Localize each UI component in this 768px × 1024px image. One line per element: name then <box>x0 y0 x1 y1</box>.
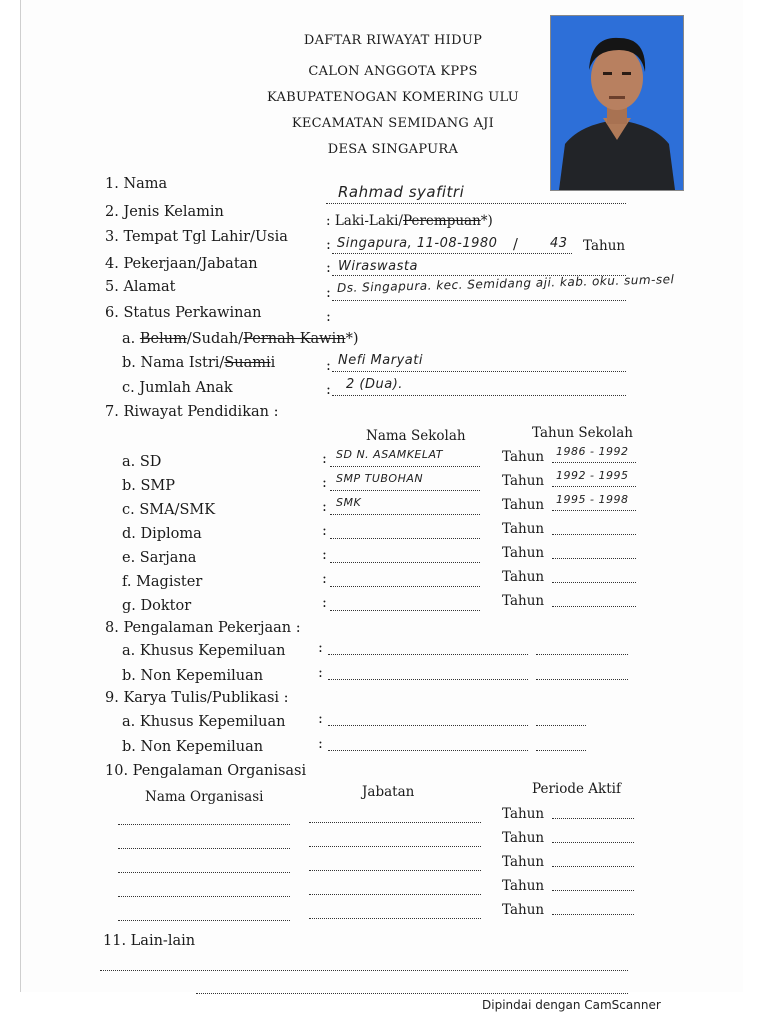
scanner-watermark: Dipindai dengan CamScanner <box>482 998 661 1012</box>
dotted-line <box>309 894 481 895</box>
dotted-line <box>536 725 586 726</box>
label-nama: 1. Nama <box>105 176 168 192</box>
dotted-line <box>332 395 626 396</box>
dotted-line <box>330 538 480 539</box>
colon: : <box>318 665 323 681</box>
dotted-line <box>332 371 626 372</box>
dotted-line <box>309 846 481 847</box>
dotted-line <box>552 582 636 583</box>
dotted-line <box>552 534 636 535</box>
dotted-line <box>118 920 290 921</box>
label-alamat: 5. Alamat <box>105 279 176 295</box>
colon: : <box>322 547 327 563</box>
header-line-5: DESA SINGAPURA <box>327 142 459 157</box>
edu-tahun-label: Tahun <box>502 545 545 561</box>
dotted-line <box>328 654 528 655</box>
edu-tahun-label: Tahun <box>502 473 545 489</box>
dotted-line <box>552 462 636 463</box>
dotted-line <box>326 203 626 204</box>
karya-row-label: a. Khusus Kepemiluan <box>122 714 286 730</box>
edu-school-value: SMP TUBOHAN <box>336 472 424 485</box>
edu-years-value: 1992 - 1995 <box>556 469 629 482</box>
dotted-line <box>196 993 628 994</box>
col-periode: Periode Aktif <box>532 781 621 797</box>
value-jenis-kelamin: : Laki-Laki/Perempuan*) <box>326 213 493 229</box>
colon: : <box>318 736 323 752</box>
karya-row-label: b. Non Kepemiluan <box>122 739 264 755</box>
edu-tahun-label: Tahun <box>502 449 545 465</box>
edu-level-label: e. Sarjana <box>122 550 197 566</box>
edu-school-value: SD N. ASAMKELAT <box>336 448 443 461</box>
edu-tahun-label: Tahun <box>502 497 545 513</box>
label-tahun: Tahun <box>583 238 626 254</box>
dotted-line <box>552 914 634 915</box>
dotted-line <box>552 890 634 891</box>
pengalaman-row-label: b. Non Kepemiluan <box>122 668 264 684</box>
profile-photo <box>550 15 684 191</box>
org-tahun-label: Tahun <box>502 830 545 846</box>
label-lain-lain: 11. Lain-lain <box>103 933 196 949</box>
dotted-line <box>330 562 480 563</box>
dotted-line <box>118 872 290 873</box>
dotted-line <box>552 606 636 607</box>
col-nama-organisasi: Nama Organisasi <box>145 789 264 805</box>
header-line-3: KABUPATENOGAN KOMERING ULU <box>266 90 520 105</box>
dotted-line <box>309 918 481 919</box>
person-photo-icon <box>551 16 683 190</box>
edu-level-label: d. Diploma <box>122 526 202 542</box>
dotted-line <box>552 866 634 867</box>
label-ttl: 3. Tempat Tgl Lahir/Usia <box>105 229 288 245</box>
org-tahun-label: Tahun <box>502 902 545 918</box>
label-karya: 9. Karya Tulis/Publikasi : <box>105 690 289 706</box>
edu-level-label: c. SMA/SMK <box>122 502 216 518</box>
edu-level-label: f. Magister <box>122 574 203 590</box>
colon: : <box>318 711 323 727</box>
label-organisasi: 10. Pengalaman Organisasi <box>105 763 307 779</box>
edu-level-label: a. SD <box>122 454 162 470</box>
value-status-perkawinan: a. Belum/Sudah/Pernah Kawin*) <box>122 331 359 347</box>
header-line-1: DAFTAR RIWAYAT HIDUP <box>303 33 483 48</box>
value-jumlah-anak: 2 (Dua). <box>346 377 403 392</box>
dotted-line <box>330 490 480 491</box>
label-pendidikan: 7. Riwayat Pendidikan : <box>105 404 279 420</box>
dotted-line <box>328 750 528 751</box>
dotted-line <box>552 818 634 819</box>
edu-tahun-label: Tahun <box>502 521 545 537</box>
col-tahun-sekolah: Tahun Sekolah <box>532 425 633 441</box>
label-pekerjaan: 4. Pekerjaan/Jabatan <box>105 256 258 272</box>
colon: : <box>322 595 327 611</box>
dotted-line <box>309 822 481 823</box>
label-jumlah-anak: c. Jumlah Anak <box>122 380 233 396</box>
dotted-line <box>332 253 572 254</box>
edu-tahun-label: Tahun <box>502 593 545 609</box>
colon: : <box>322 475 327 491</box>
pengalaman-row-label: a. Khusus Kepemiluan <box>122 643 286 659</box>
dotted-line <box>552 510 636 511</box>
header-line-2: CALON ANGGOTA KPPS <box>308 64 478 79</box>
dotted-line <box>100 970 628 971</box>
edu-years-value: 1986 - 1992 <box>556 445 629 458</box>
dotted-line <box>328 679 528 680</box>
edu-level-label: b. SMP <box>122 478 176 494</box>
dotted-line <box>536 654 628 655</box>
edu-tahun-label: Tahun <box>502 569 545 585</box>
label-jenis-kelamin: 2. Jenis Kelamin <box>105 204 224 220</box>
dotted-line <box>118 896 290 897</box>
dotted-line <box>118 824 290 825</box>
edu-school-value: SMK <box>336 496 362 509</box>
dotted-line <box>309 870 481 871</box>
edu-years-value: 1995 - 1998 <box>556 493 629 506</box>
value-usia: 43 <box>550 236 568 251</box>
col-jabatan: Jabatan <box>362 784 415 800</box>
org-tahun-label: Tahun <box>502 878 545 894</box>
label-status: 6. Status Perkawinan <box>105 305 262 321</box>
dotted-line <box>552 486 636 487</box>
dotted-line <box>552 842 634 843</box>
org-tahun-label: Tahun <box>502 854 545 870</box>
org-tahun-label: Tahun <box>502 806 545 822</box>
edu-level-label: g. Doktor <box>122 598 192 614</box>
dotted-line <box>536 679 628 680</box>
colon: : <box>322 451 327 467</box>
colon: : <box>322 499 327 515</box>
value-nama-istri: Nefi Maryati <box>338 353 423 368</box>
colon: : <box>318 640 323 656</box>
value-nama: Rahmad syafitri <box>338 183 465 201</box>
dotted-line <box>536 750 586 751</box>
dotted-line <box>330 466 480 467</box>
dotted-line <box>552 558 636 559</box>
dotted-line <box>330 586 480 587</box>
dotted-line <box>330 610 480 611</box>
colon: : <box>322 523 327 539</box>
dotted-line <box>328 725 528 726</box>
value-ttl: Singapura, 11-08-1980 <box>337 236 498 251</box>
label-pengalaman: 8. Pengalaman Pekerjaan : <box>105 620 301 636</box>
col-nama-sekolah: Nama Sekolah <box>366 428 466 444</box>
value-alamat: Ds. Singapura. kec. Semidang aji. kab. oku. sum-sel <box>336 272 675 295</box>
colon: : <box>322 571 327 587</box>
header-line-4: KECAMATAN SEMIDANG AJI <box>291 116 495 131</box>
value-pekerjaan: Wiraswasta <box>338 259 418 274</box>
label-nama-istri: b. Nama Istri/Suamii <box>122 355 276 371</box>
dotted-line <box>118 848 290 849</box>
dotted-line <box>330 514 480 515</box>
dotted-line <box>332 300 626 301</box>
